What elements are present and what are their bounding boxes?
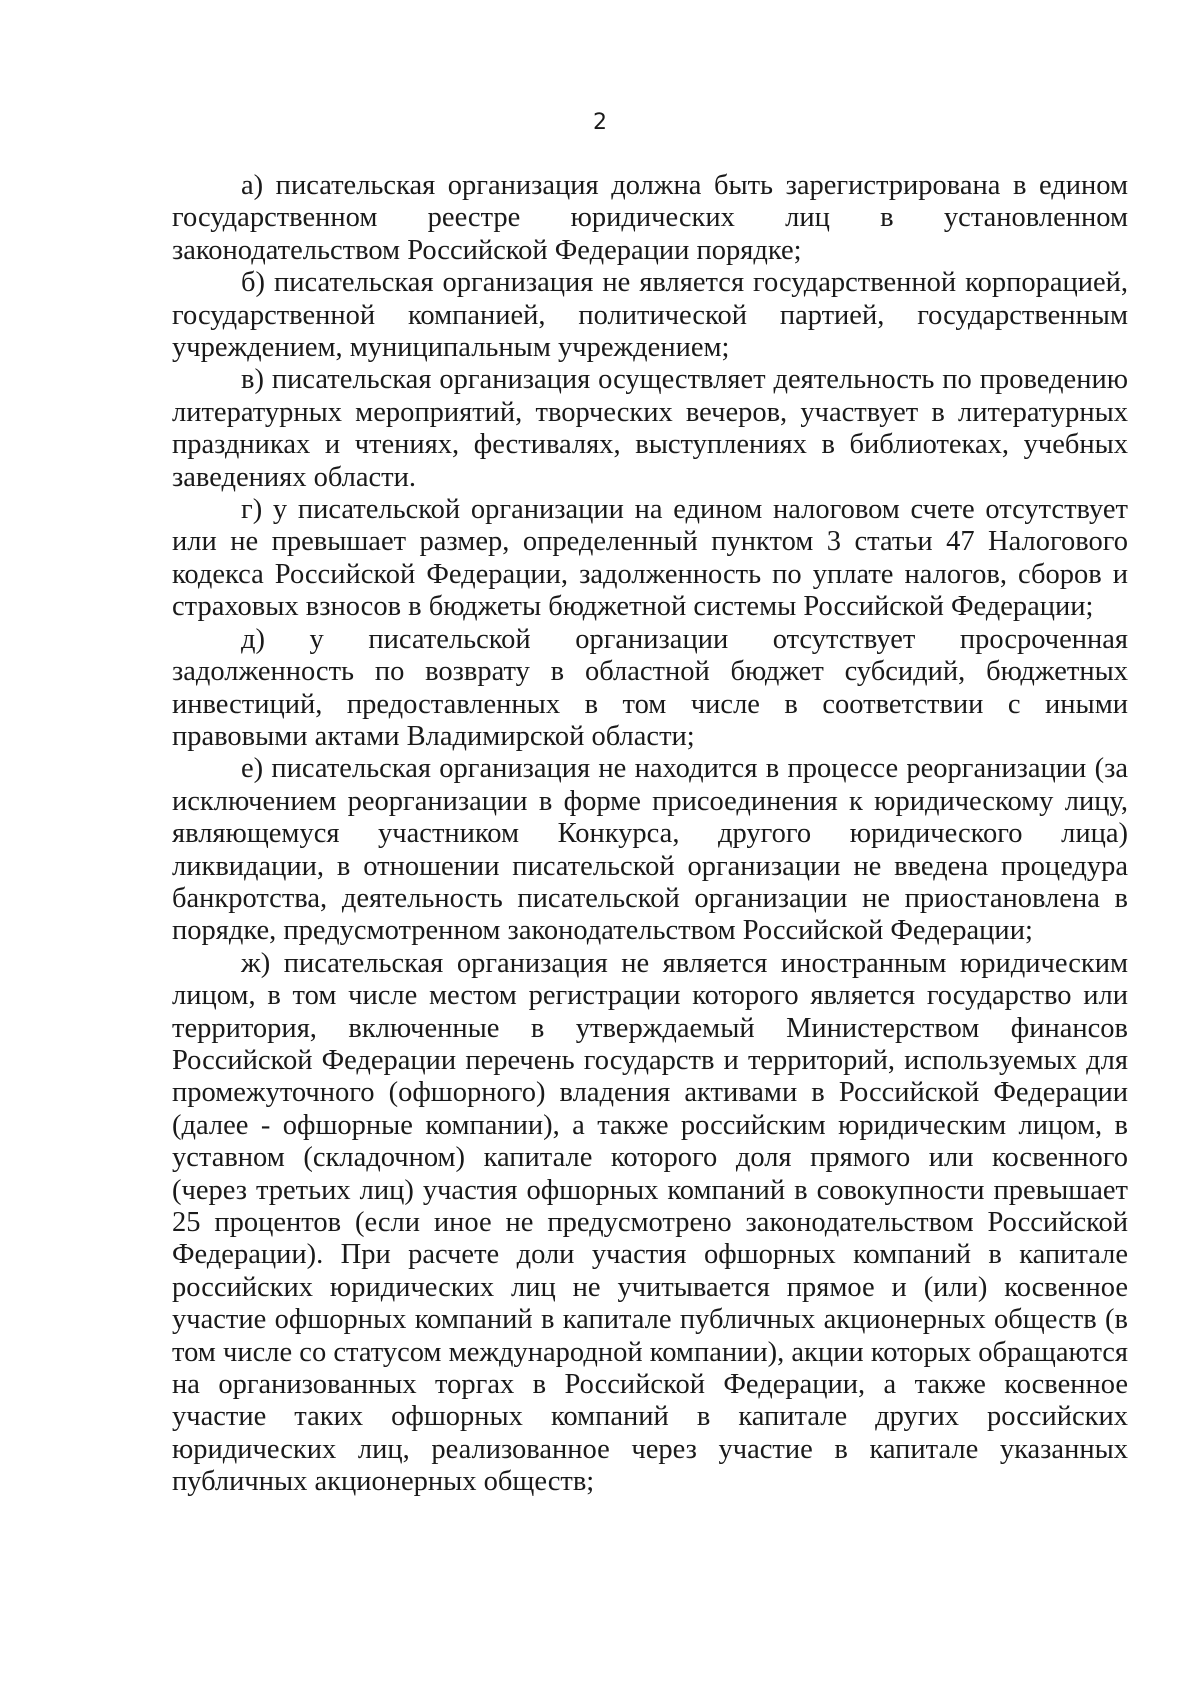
paragraph-a: а) писательская организация должна быть зарегистрирована в едином государственном реестре юридических лиц в установленном законодательством Российской Федерации порядке;	[172, 170, 1128, 266]
paragraph-d: д) у писательской организации отсутствует просроченная задолженность по возврату в областной бюджет субсидий, бюджетных инвестиций, предоставленных в том числе в соответствии с иными правовыми актами Владимирской области;	[172, 623, 1128, 752]
paragraph-g: г) у писательской организации на едином налоговом счете отсутствует или не превышает размер, определенный пунктом 3 статьи 47 Налогового кодекса Российской Федерации, задолженность по уплате налогов, сборов и страховых взносов в бюджеты бюджетной системы Российской Федерации;	[172, 494, 1128, 623]
paragraph-e: е) писательская организация не находится в процессе реорганизации (за исключением реорганизации в форме присоединения к юридическому лицу, являющемуся участником Конкурса, другого юридического лица) ликвидации, в отношении писательской организации не введена процедура банкротства, деятельность писательской организации не приостановлена в порядке, предусмотренном законодательством Российской Федерации;	[172, 753, 1128, 947]
paragraph-v: в) писательская организация осуществляет деятельность по проведению литературных мероприятий, творческих вечеров, участвует в литературных праздниках и чтениях, фестивалях, выступлениях в библиотеках, учебных заведениях области.	[172, 364, 1128, 493]
paragraph-zh: ж) писательская организация не является иностранным юридическим лицом, в том числе местом регистрации которого является государство или территория, включенные в утверждаемый Министерством финансов Российской Федерации перечень государств и территорий, используемых для промежуточного (офшорного) владения активами в Российской Федерации (далее - офшорные компании), а также российским юридическим лицом, в уставном (складочном) капитале которого доля прямого или косвенного (через третьих лиц) участия офшорных компаний в совокупности превышает 25 процентов (если иное не предусмотрено законодательством Российской Федерации). При расчете доли участия офшорных компаний в капитале российских юридических лиц не учитывается прямое и (или) косвенное участие офшорных компаний в капитале публичных акционерных обществ (в том числе со статусом международной компании), акции которых обращаются на организованных торгах в Российской Федерации, а также косвенное участие таких офшорных компаний в капитале других российских юридических лиц, реализованное через участие в капитале указанных публичных акционерных обществ;	[172, 947, 1128, 1498]
paragraph-b: б) писательская организация не является государственной корпорацией, государственной компанией, политической партией, государственным учреждением, муниципальным учреждением;	[172, 267, 1128, 364]
page-number: 2	[593, 110, 607, 135]
document-body	[172, 170, 1128, 1499]
